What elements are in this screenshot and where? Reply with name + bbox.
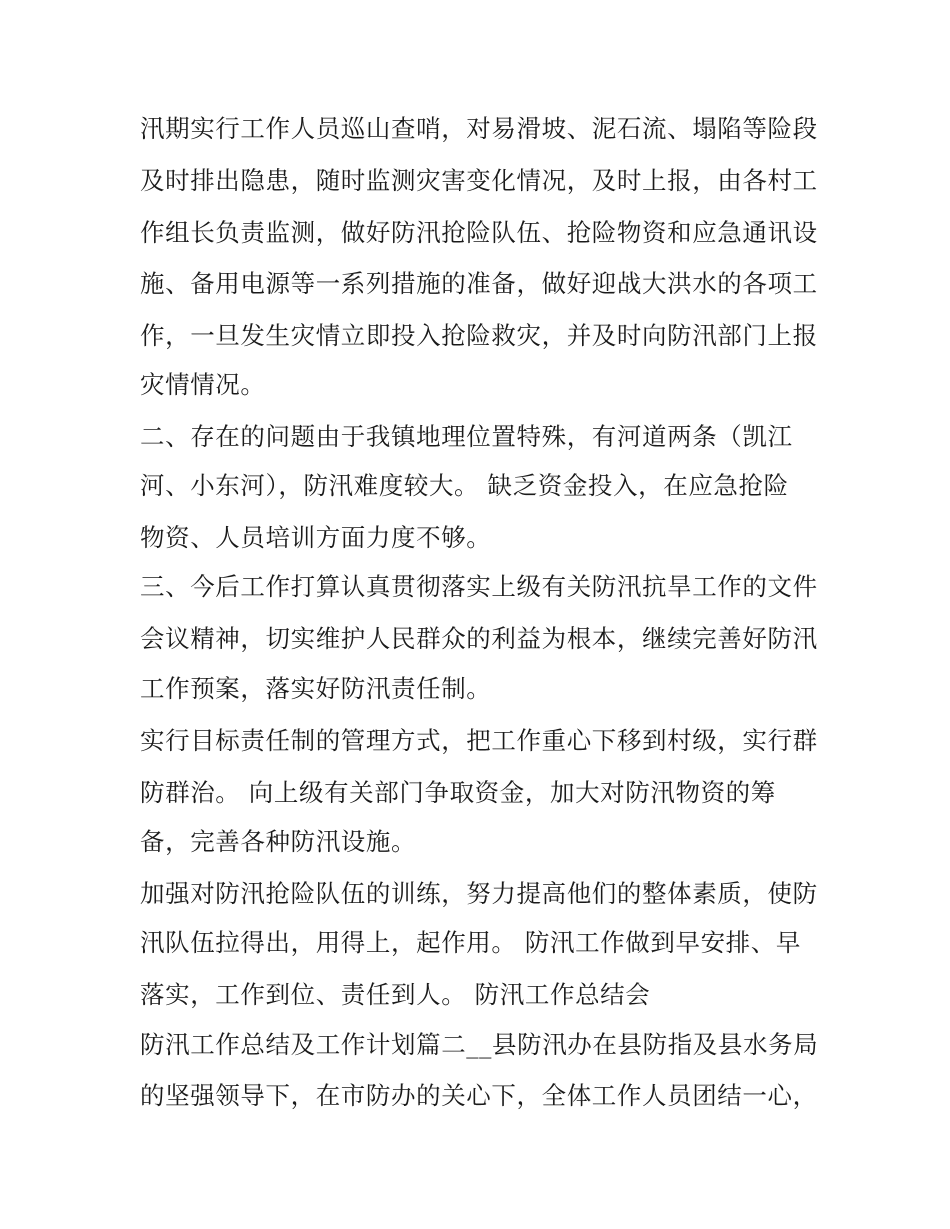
text-line: 二、存在的问题由于我镇地理位置特殊，有河道两条（凯江 xyxy=(140,422,793,451)
text-line: 汛期实行工作人员巡山查哨，对易滑坡、泥石流、塌陷等险段 xyxy=(140,114,818,143)
text-line: 作组长负责监测，做好防汛抢险队伍、抢险物资和应急通讯设 xyxy=(140,218,818,247)
text-line: 防汛工作总结及工作计划篇二__县防汛办在县防指及县水务局 xyxy=(140,1030,819,1059)
text-line: 实行目标责任制的管理方式，把工作重心下移到村级，实行群 xyxy=(140,726,818,755)
text-line: 落实，工作到位、责任到人。 防汛工作总结会 xyxy=(140,980,651,1009)
text-line: 会议精神，切实维护人民群众的利益为根本，继续完善好防汛 xyxy=(140,624,818,653)
text-line: 施、备用电源等一系列措施的准备，做好迎战大洪水的各项工 xyxy=(140,269,818,298)
text-line: 三、今后工作打算认真贯彻落实上级有关防汛抗旱工作的文件 xyxy=(140,572,818,601)
text-line: 备，完善各种防汛设施。 xyxy=(140,827,417,856)
text-line: 作，一旦发生灾情立即投入抢险救灾，并及时向防汛部门上报 xyxy=(140,321,818,350)
text-line: 防群治。 向上级有关部门争取资金，加大对防汛物资的筹 xyxy=(140,778,776,807)
text-line: 及时排出隐患，随时监测灾害变化情况，及时上报，由各村工 xyxy=(140,166,818,195)
text-line: 河、小东河），防汛难度较大。 缺乏资金投入，在应急抢险 xyxy=(140,471,789,500)
text-line: 的坚强领导下，在市防办的关心下，全体工作人员团结一心， xyxy=(140,1081,818,1110)
text-line: 物资、人员培训方面力度不够。 xyxy=(140,523,492,552)
text-line: 汛队伍拉得出，用得上，起作用。 防汛工作做到早安排、早 xyxy=(140,928,801,957)
text-line: 灾情情况。 xyxy=(140,370,266,399)
text-line: 工作预案，落实好防汛责任制。 xyxy=(140,674,492,703)
text-line: 加强对防汛抢险队伍的训练，努力提高他们的整体素质，使防 xyxy=(140,879,818,908)
